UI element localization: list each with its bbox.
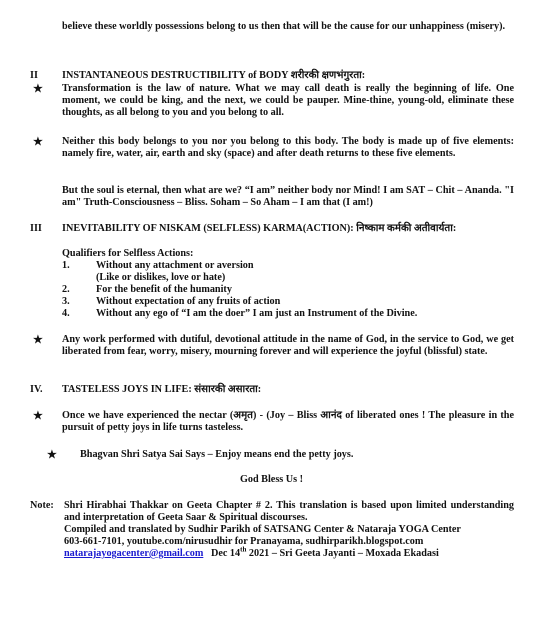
note-email-date-line <box>64 545 439 560</box>
qualifier-text: For the benefit of the humanity <box>96 284 232 295</box>
note-date-rest: 2021 – Sri Geeta Jayanti – Moxada Ekadasi <box>246 548 439 559</box>
qualifier-number: 3. <box>62 296 70 307</box>
section-number-iv: IV. <box>30 384 43 395</box>
section-title-iii: INEVITABILITY OF NISKAM (SELFLESS) KARMA(ACTION): निष्काम कर्मकी अतीवार्यता: <box>62 223 457 234</box>
paragraph-work: Any work performed with dutiful, devotional attitude in the name of God, in the service to God, we get liberated from fear, worry, misery, mourning forever and will experience the joyful (blissful) state. <box>62 334 514 358</box>
qualifier-number: 2. <box>62 284 70 295</box>
qualifier-text: Without any ego of “I am the doer” I am just an Instrument of the Divine. <box>96 308 418 319</box>
star-bullet-icon: ★ <box>33 136 43 148</box>
star-bullet-icon: ★ <box>33 83 43 95</box>
qualifier-text: Without expectation of any fruits of action <box>96 296 281 307</box>
qualifier-number: 1. <box>62 260 70 271</box>
star-bullet-icon: ★ <box>33 334 43 346</box>
blessing: God Bless Us ! <box>239 474 304 485</box>
star-bullet-icon: ★ <box>33 410 43 422</box>
paragraph-transformation: Transformation is the law of nature. What we may call death is really the beginning of life. One moment, we could be king, and the next, we could be pauper. Mine-thine, young-old, eliminate these thoughts, as all belong to you and you belong to all. <box>62 83 514 119</box>
email-link[interactable]: natarajayogacenter@gmail.com <box>64 548 204 559</box>
note-date-suffix: th <box>240 545 247 554</box>
paragraph-nectar: Once we have experienced the nectar (अमृत) - (Joy – Bliss आनंद of liberated ones ! The pleasure in the pursuit of petty joys in life turns tasteless. <box>62 410 514 434</box>
note-contact: 603-661-7101, youtube.com/nirusudhir for Pranayama, sudhirparikh.blogspot.com <box>64 536 424 547</box>
qualifier-text: (Like or dislikes, love or hate) <box>96 272 226 283</box>
section-number-ii: II <box>30 70 38 81</box>
section-title-ii: INSTANTANEOUS DESTRUCTIBILITY of BODY शरीरकी क्षणभंगुरता: <box>62 70 366 81</box>
paragraph-soul: But the soul is eternal, then what are we? “I am” neither body nor Mind! I am SAT – Chit – Ananda. "I am" Truth-Consciousness – Bliss. Soham – So Aham – I am that (I am!) <box>62 185 514 209</box>
qualifier-text: Without any attachment or aversion <box>96 260 254 271</box>
note-label: Note: <box>30 500 54 511</box>
note-date: Dec 14 <box>210 548 241 559</box>
paragraph-sai: Bhagvan Shri Satya Sai Says – Enjoy means end the petty joys. <box>80 449 354 460</box>
note-text: Shri Hirabhai Thakkar on Geeta Chapter # 2. This translation is based upon limited understanding and interpretation of Geeta Saar & Spiritual discourses. <box>64 500 514 524</box>
qualifier-number: 4. <box>62 308 70 319</box>
intro-paragraph: believe these worldly possessions belong to us then that will be the cause for our unhappiness (misery). <box>62 21 506 32</box>
qualifiers-heading: Qualifiers for Selfless Actions: <box>62 248 194 259</box>
paragraph-body-elements: Neither this body belongs to you nor you belong to this body. The body is made up of five elements: namely fire, water, air, earth and sky (space) and after death returns to these five elements. <box>62 136 514 160</box>
star-bullet-icon: ★ <box>47 449 57 461</box>
section-title-iv: TASTELESS JOYS IN LIFE: संसारकी असारता: <box>62 384 262 395</box>
section-number-iii: III <box>30 223 42 234</box>
note-credits: Compiled and translated by Sudhir Parikh of SATSANG Center & Nataraja YOGA Center <box>64 524 461 535</box>
